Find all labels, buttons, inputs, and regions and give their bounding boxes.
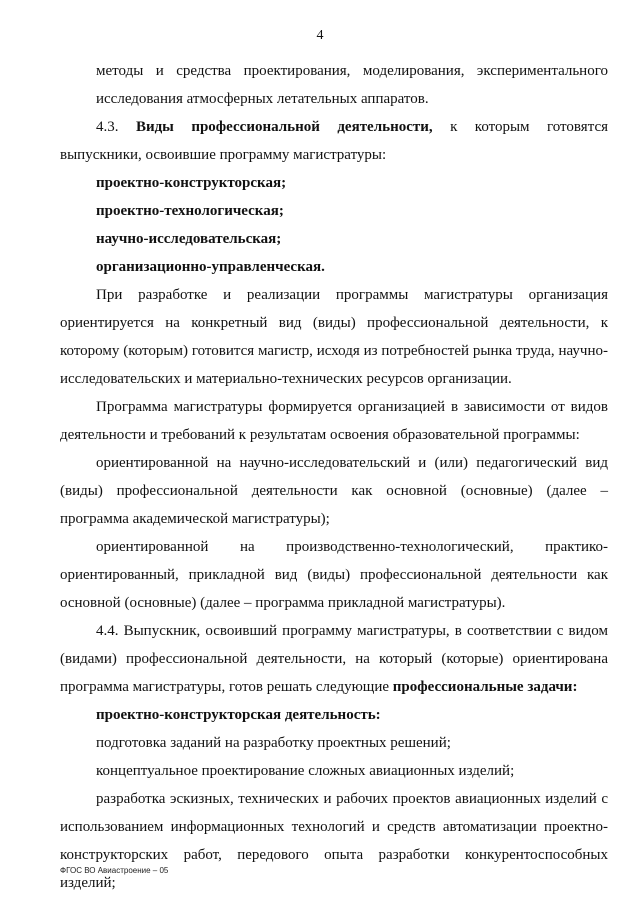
paragraph-program-formation: Программа магистратуры формируется организацией в зависимости от видов деятельности и требований к результатам освоения образовательной программы: [60, 399, 608, 443]
section-4-4 [60, 617, 608, 701]
paragraph-applied-master: ориентированной на производственно-технологический, практико-ориентированный, прикладной вид (виды) профессиональной деятельности как основной (основные) (далее – программа прикладной магистратуры). [60, 539, 608, 611]
activity-type-research: научно-исследовательская; [96, 231, 282, 247]
task-item: разработка эскизных, технических и рабочих проектов авиационных изделий с использованием информационных технологий и средств автоматизации проектно-конструкторских работ, передового опыта разработки конкурентоспособных изделий; [60, 791, 608, 891]
task-item: концептуальное проектирование сложных авиационных изделий; [96, 763, 515, 779]
page-number: 4 [316, 28, 324, 43]
footer-label: ФГОС ВО Авиастроение – 05 [60, 866, 169, 875]
page-body [60, 57, 608, 897]
task-item: подготовка заданий на разработку проектных решений; [96, 735, 451, 751]
task-group-heading: проектно-конструкторская деятельность: [96, 707, 381, 723]
paragraph-development: При разработке и реализации программы магистратуры организация ориентируется на конкретный вид (виды) профессиональной деятельности, к которому (которым) готовится магистр, исходя из потребностей рынка труда, научно-исследовательских и материально-технических ресурсов организации. [60, 287, 608, 387]
section-number: 4.3. [96, 119, 119, 135]
section-text: к которым готовятся выпускники, освоившие программу магистратуры: [60, 119, 608, 163]
activity-type-management: организационно-управленческая. [96, 259, 325, 275]
activity-type-design: проектно-конструкторская; [96, 175, 287, 191]
section-4-4-text: 4.4. Выпускник, освоивший программу магистратуры, в соответствии с видом (видами) профессиональной деятельности, на который (которые) ориентирована программа магистратуры, готов решать следующие [60, 623, 608, 695]
section-4-4-heading: профессиональные задачи: [392, 679, 578, 695]
section-4-3 [60, 113, 608, 169]
paragraph-methods: методы и средства проектирования, моделирования, экспериментального исследования атмосферных летательных аппаратов. [96, 63, 608, 107]
paragraph-academic-master: ориентированной на научно-исследовательский и (или) педагогический вид (виды) профессиональной деятельности как основной (основные) (далее – программа академической магистратуры); [60, 455, 608, 527]
section-heading: Виды профессиональной деятельности, [135, 119, 433, 135]
activity-type-technology: проектно-технологическая; [96, 203, 284, 219]
